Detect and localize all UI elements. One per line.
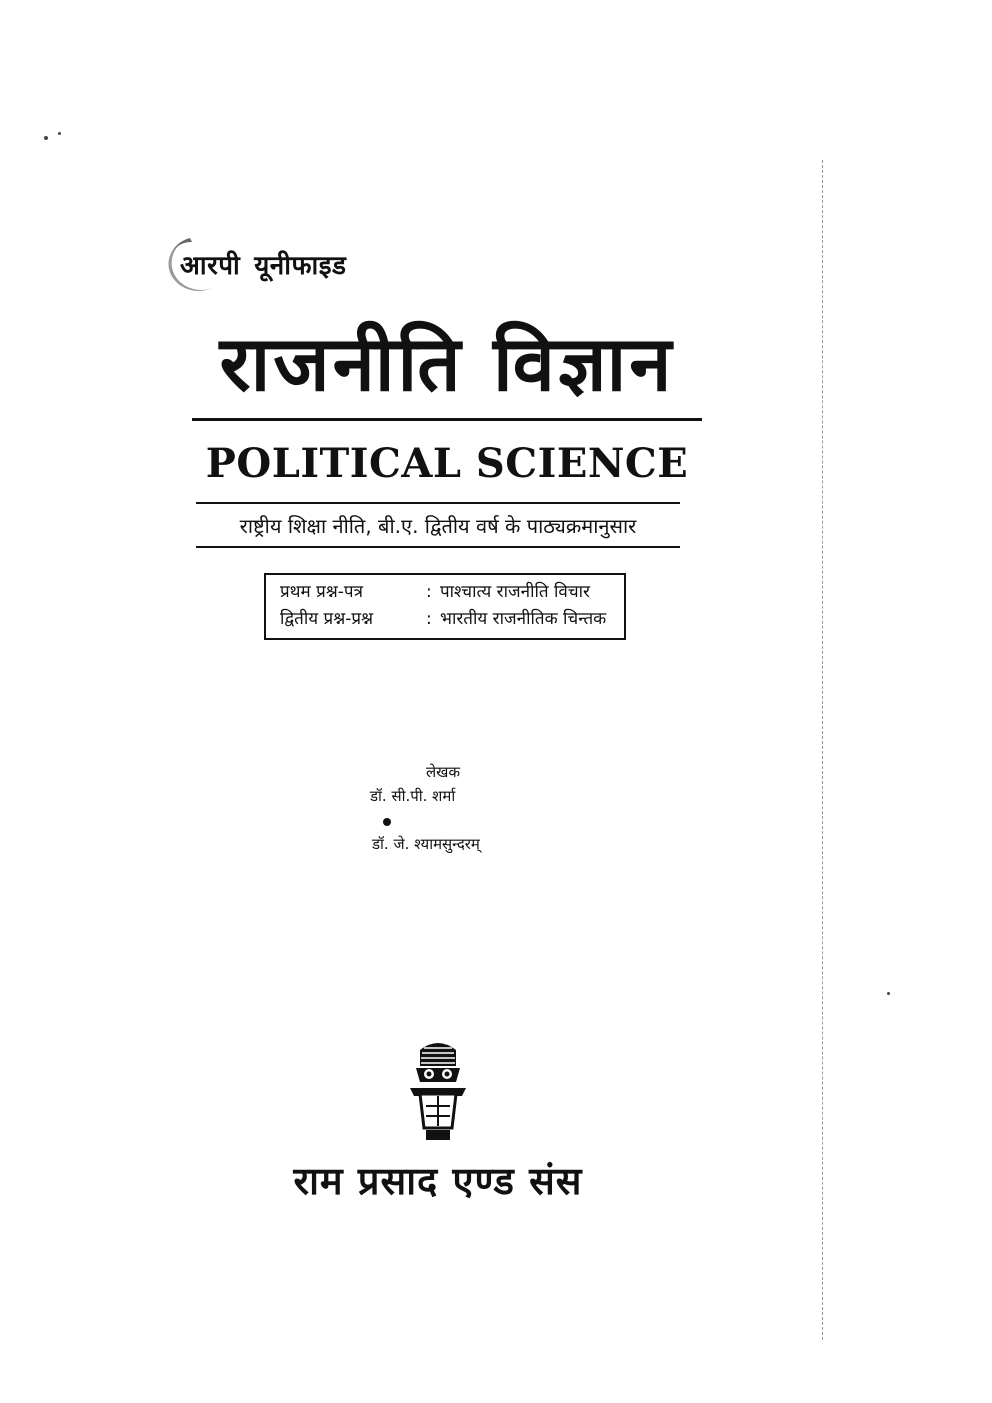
series-name-part-2: यूनीफाइड bbox=[254, 251, 347, 281]
authors-block bbox=[340, 762, 540, 862]
papers-box bbox=[264, 573, 626, 640]
paper-key: प्रथम प्रश्न-पत्र bbox=[280, 582, 363, 602]
book-title: राजनीति विज्ञान bbox=[219, 319, 675, 408]
series-name-part-1: आरपी bbox=[180, 251, 241, 281]
paper-key: द्वितीय प्रश्न-प्रश्न bbox=[280, 609, 374, 629]
scan-speck bbox=[58, 132, 61, 135]
scan-speck bbox=[887, 992, 890, 995]
author-name: डॉ. जे. श्यामसुन्दरम् bbox=[372, 835, 480, 853]
author-name: डॉ. सी.पी. शर्मा bbox=[370, 787, 456, 805]
subtitle-divider-bottom bbox=[196, 546, 680, 548]
paper-separator: : bbox=[426, 609, 432, 629]
series-name bbox=[180, 246, 346, 282]
paper-row bbox=[280, 606, 624, 633]
scan-edge-line bbox=[822, 160, 823, 1340]
paper-value: पाश्चात्य राजनीति विचार bbox=[440, 582, 590, 602]
book-subtitle: POLITICAL SCIENCE bbox=[205, 440, 689, 487]
bullet-icon bbox=[383, 818, 391, 826]
syllabus-note: राष्ट्रीय शिक्षा नीति, बी.ए. द्वितीय वर्ष के पाठ्यक्रमानुसार bbox=[239, 514, 637, 538]
paper-row bbox=[280, 579, 624, 606]
scan-speck bbox=[44, 136, 48, 140]
subtitle-divider-top bbox=[196, 502, 680, 504]
publisher-mask-logo-icon bbox=[406, 1036, 470, 1142]
publisher-name: राम प्रसाद एण्ड संस bbox=[293, 1159, 583, 1203]
paper-separator: : bbox=[426, 582, 432, 602]
paper-value: भारतीय राजनीतिक चिन्तक bbox=[440, 609, 607, 629]
title-divider bbox=[192, 418, 702, 421]
authors-label: लेखक bbox=[426, 763, 460, 781]
